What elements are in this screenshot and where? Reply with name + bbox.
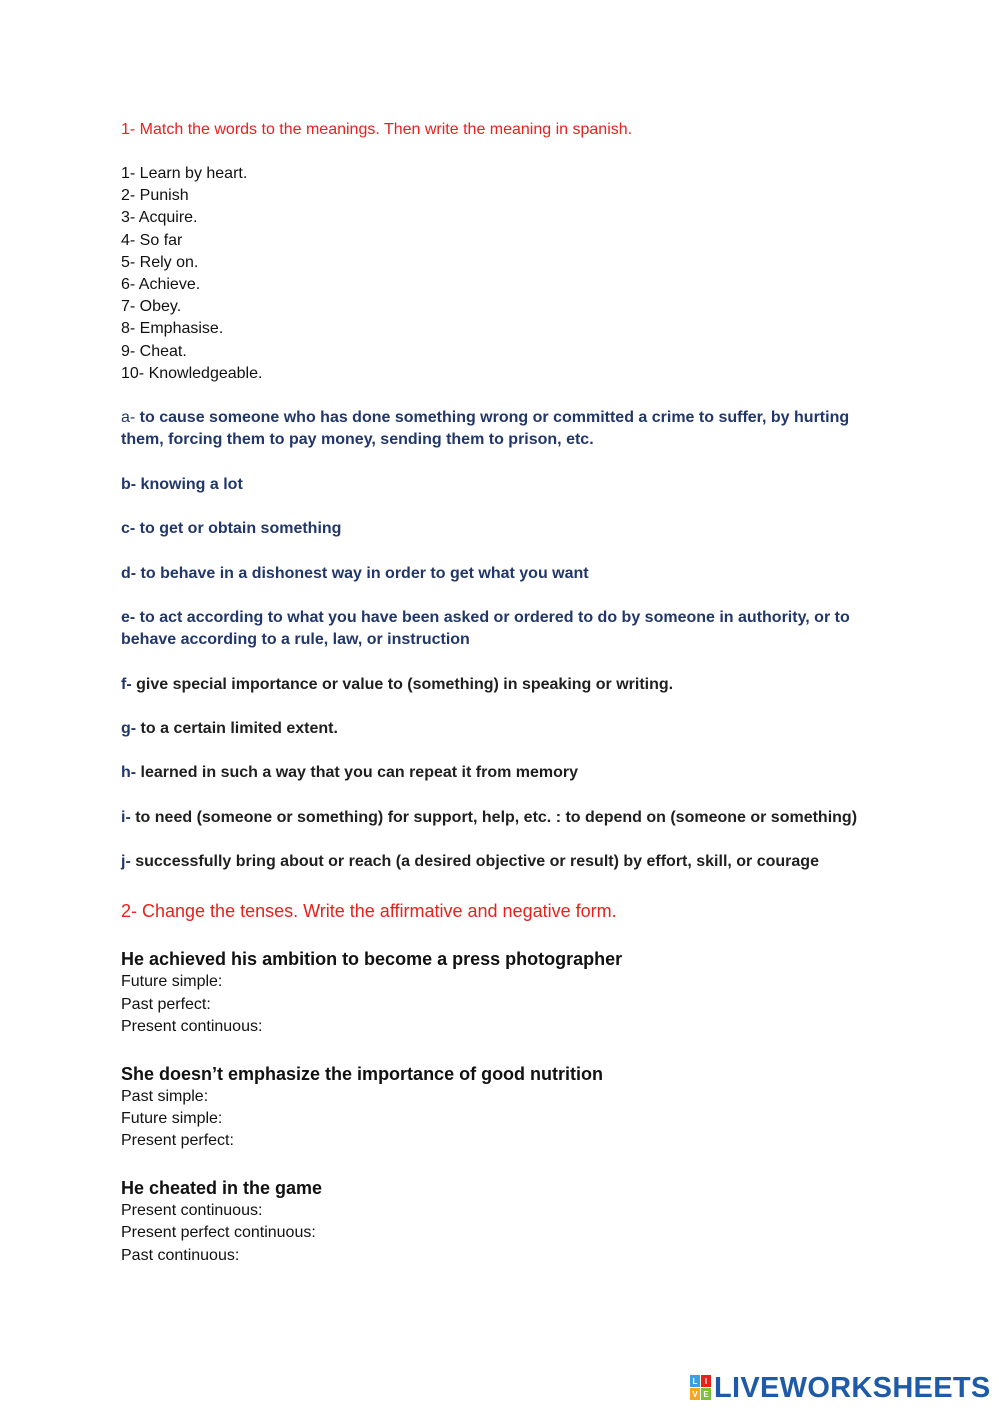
tense-list: [121, 971, 881, 1038]
tense-item: Present continuous:: [121, 1201, 263, 1219]
definition-j: j- successfully bring about or reach (a desired objective or result) by effort, skill, or courage: [121, 853, 819, 871]
word-item: 1- Learn by heart.: [121, 165, 248, 182]
word-item: 8- Emphasise.: [121, 320, 224, 338]
tense-item: Future simple:: [121, 1109, 223, 1127]
word-item: 7- Obey.: [121, 298, 182, 316]
svg-text:L: L: [692, 1377, 698, 1386]
svg-text:V: V: [692, 1390, 698, 1399]
sentence-block: [121, 1062, 881, 1153]
sentence-title: He cheated in the game: [121, 1177, 323, 1198]
logo-text: LIVEWORKSHEETS: [714, 1371, 991, 1404]
word-item: 5- Rely on.: [121, 253, 199, 271]
tense-item: Present perfect:: [121, 1132, 234, 1150]
word-item: 9- Cheat.: [121, 342, 187, 360]
tense-item: Present perfect continuous:: [121, 1224, 316, 1242]
tense-item: Past continuous:: [121, 1246, 240, 1264]
definitions-list: [121, 407, 881, 873]
sentence-title: He achieved his ambition to become a press photographer: [121, 949, 623, 970]
word-item: 3- Acquire.: [121, 209, 198, 227]
definition-e: e- to act according to what you have been asked or ordered to do by someone in authority, or to behave according to a rule, law, or instruction: [121, 608, 850, 649]
tense-item: Future simple:: [121, 973, 223, 991]
tense-item: Present continuous:: [121, 1018, 263, 1036]
section2-heading: 2- Change the tenses. Write the affirmative and negative form.: [121, 901, 617, 922]
worksheet-page: [121, 119, 881, 1267]
svg-text:E: E: [703, 1390, 709, 1399]
definition-c: c- to get or obtain something: [121, 520, 342, 538]
word-item: 10- Knowledgeable.: [121, 364, 263, 382]
liveworksheets-mark-icon: [690, 1375, 712, 1401]
tense-list: [121, 1200, 881, 1267]
tense-list: [121, 1086, 881, 1153]
definition-a: a- to cause someone who has done something wrong or committed a crime to suffer, by hurting them, forcing them to pay money, sending them to prison, etc.: [121, 409, 850, 449]
tense-item: Past simple:: [121, 1087, 209, 1105]
sentence-title: She doesn’t emphasize the importance of good nutrition: [121, 1063, 604, 1084]
word-item: 4- So far: [121, 231, 183, 249]
definition-d: d- to behave in a dishonest way in order to get what you want: [121, 564, 589, 582]
definition-f: f- give special importance or value to (something) in speaking or writing.: [121, 675, 674, 693]
tense-item: Past perfect:: [121, 995, 211, 1013]
word-list: [121, 163, 881, 385]
section1-heading: 1- Match the words to the meanings. Then write the meaning in spanish.: [121, 121, 633, 138]
sentence-block: [121, 1176, 881, 1267]
sentence-block: [121, 947, 881, 1038]
definition-i: i- to need (someone or something) for support, help, etc. : to depend on (someone or something): [121, 808, 858, 826]
definition-h: h- learned in such a way that you can repeat it from memory: [121, 764, 579, 782]
word-item: 2- Punish: [121, 187, 189, 205]
liveworksheets-logo[interactable]: [690, 1372, 991, 1404]
definition-g: g- to a certain limited extent.: [121, 719, 338, 737]
word-item: 6- Achieve.: [121, 276, 201, 294]
svg-text:I: I: [704, 1377, 708, 1386]
definition-b: b- knowing a lot: [121, 475, 243, 493]
